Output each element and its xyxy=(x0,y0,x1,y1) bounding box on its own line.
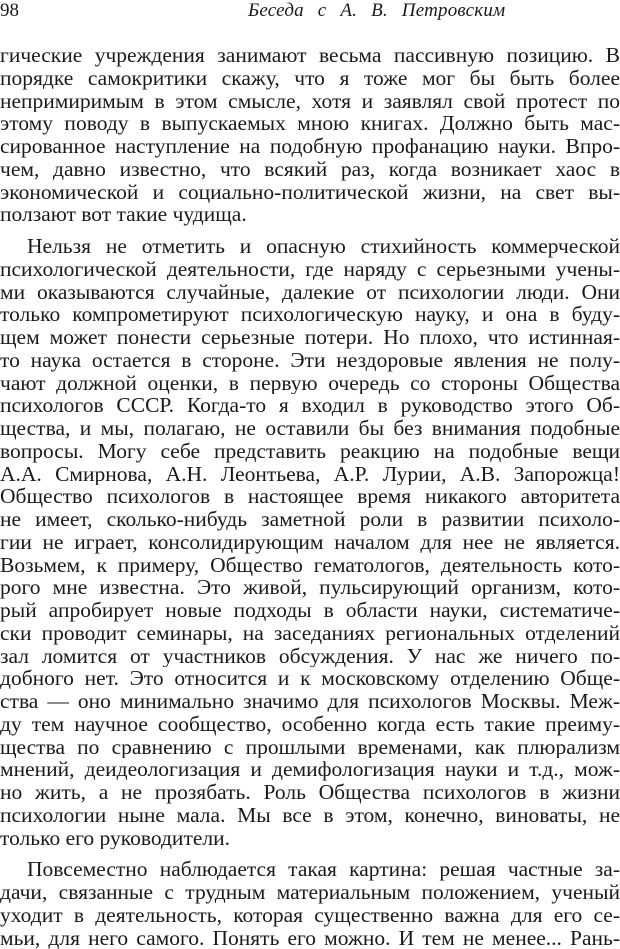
text-line: чем, давно известно, что всякий раз, когда возникает хаос в xyxy=(0,158,620,181)
text-line: рого мне известна. Это живой, пульсирующий организм, кото- xyxy=(0,576,620,599)
text-line: мнений, деидеологизация и демифологизация науки и т.д., мож- xyxy=(0,758,620,781)
paragraph-gap xyxy=(0,849,620,858)
text-line: Возьмем, к примеру, Общество гематологов, деятельность кото- xyxy=(0,554,620,577)
paragraph xyxy=(0,858,620,949)
text-line: Общество психологов в настоящее время никакого авторитета xyxy=(0,485,620,508)
paragraph-gap xyxy=(0,226,620,235)
text-line: сированное наступление на подобную профанацию науки. Впро- xyxy=(0,135,620,158)
text-line: ства — оно минимально значимо для психологов Москвы. Меж- xyxy=(0,690,620,713)
running-head: Беседа с А. В. Петровским xyxy=(248,0,505,22)
text-line: но жить, а не прозябать. Роль Общества психологов в жизни xyxy=(0,781,620,804)
text-line: Повсеместно наблюдается такая картина: решая частные за- xyxy=(0,858,620,881)
text-line: ски проводит семинары, на заседаниях региональных отделений xyxy=(0,622,620,645)
text-line: зал ломится от участников обсуждения. У нас же ничего по- xyxy=(0,645,620,668)
text-line: дачи, связанные с трудным материальным положением, ученый xyxy=(0,881,620,904)
text-line: то наука остается в стороне. Эти нездоровые явления не полу- xyxy=(0,349,620,372)
text-line: ду тем научное сообщество, особенно когда есть такие преиму- xyxy=(0,713,620,736)
text-line: щества, и мы, полагаю, не оставили бы без внимания подобные xyxy=(0,417,620,440)
text-line: уходит в деятельность, которая существенно важна для его се- xyxy=(0,904,620,927)
text-line: экономической и социально-политической жизни, на свет вы- xyxy=(0,181,620,204)
body-text xyxy=(0,44,620,949)
text-line: непримиримым в этом смысле, хотя и заявлял свой протест по xyxy=(0,90,620,113)
text-line: психологической деятельности, где наряду с серьезными учены- xyxy=(0,258,620,281)
text-line: А.А. Смирнова, А.Н. Леонтьева, А.Р. Лурии, А.В. Запорожца! xyxy=(0,463,620,486)
paragraph xyxy=(0,235,620,849)
text-line: психологов СССР. Когда-то я входил в руководство этого Об- xyxy=(0,394,620,417)
text-line: гические учреждения занимают весьма пассивную позицию. В xyxy=(0,44,620,67)
text-line: порядке самокритики скажу, что я тоже мог бы быть более xyxy=(0,67,620,90)
text-line: этому поводу в выпускаемых мною книгах. Должно быть мас- xyxy=(0,112,620,135)
text-line: ползают вот такие чудища. xyxy=(0,203,620,226)
text-line: только компрометируют психологическую науку, и она в буду- xyxy=(0,303,620,326)
text-line: не имеет, сколько-нибудь заметной роли в развитии психоло- xyxy=(0,508,620,531)
text-line: гии не играет, консолидирующим началом для нее не является. xyxy=(0,531,620,554)
text-line: чают должной оценки, в первую очередь со стороны Общества xyxy=(0,372,620,395)
text-line: добного нет. Это относится и к московскому отделению Обще- xyxy=(0,667,620,690)
text-line: вопросы. Могу себе представить реакцию на подобные вещи xyxy=(0,440,620,463)
text-line: только его руководители. xyxy=(0,827,620,850)
text-line: мьи, для него самого. Понять его можно. И тем не менее... Рань- xyxy=(0,927,620,949)
text-line: ми оказываются случайные, далекие от психологии люди. Они xyxy=(0,281,620,304)
text-line: психологии ныне мала. Мы все в этом, конечно, виноваты, не xyxy=(0,804,620,827)
text-line: щем может понести серьезные потери. Но плохо, что истинная- xyxy=(0,326,620,349)
page-number: 98 xyxy=(0,0,19,22)
text-line: Нельзя не отметить и опасную стихийность коммерческой xyxy=(0,235,620,258)
text-line: щества по сравнению с прошлыми временами, как плюрализм xyxy=(0,736,620,759)
text-line: рый апробирует новые подходы в области науки, систематиче- xyxy=(0,599,620,622)
page-header xyxy=(0,0,620,24)
paragraph xyxy=(0,44,620,226)
